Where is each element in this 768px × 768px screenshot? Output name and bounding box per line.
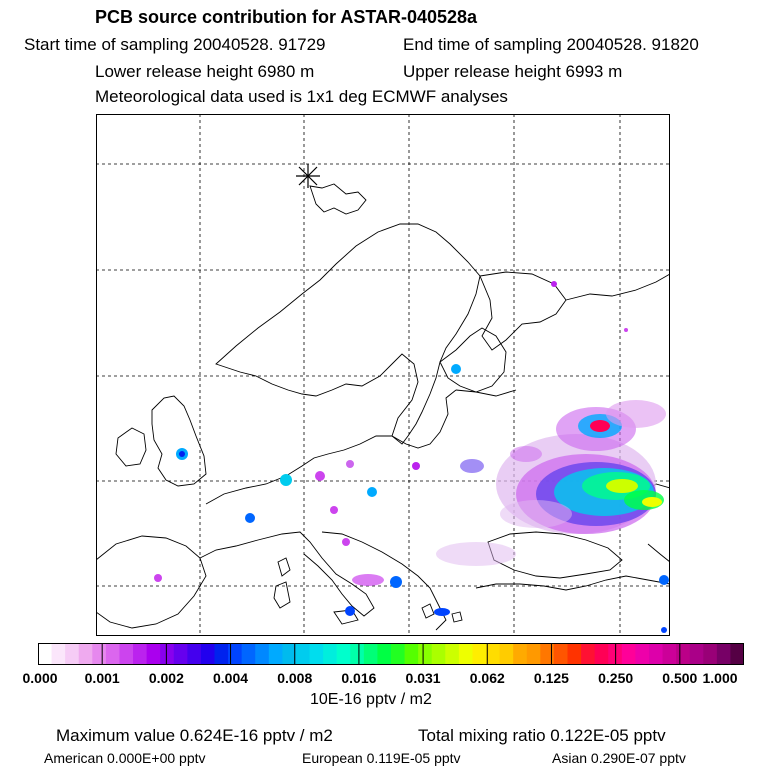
colorbar-segment [703,643,717,665]
colorbar-segment [215,643,229,665]
colorbar-segment [323,643,337,665]
end-time: End time of sampling 20040528. 91820 [403,35,699,54]
colorbar-segment [106,643,120,665]
colorbar-segment [445,643,459,665]
colorbar-label: 0.000 [22,670,58,686]
colorbar-label: 0.004 [213,670,249,686]
colorbar-label: 0.250 [598,670,634,686]
colorbar-segment [595,643,609,665]
colorbar-segment [255,643,269,665]
upper-release-height: Upper release height 6993 m [403,62,623,81]
colorbar-segment [377,643,391,665]
colorbar-label: 0.125 [533,670,569,686]
colorbar-segment [486,643,500,665]
colorbar-segment [310,643,324,665]
asian-contribution: Asian 0.290E-07 pptv [552,750,686,766]
colorbar-segment [432,643,446,665]
colorbar-label: 0.008 [277,670,313,686]
colorbar-segment [119,643,133,665]
colorbar-segment [147,643,161,665]
colorbar-segment [38,643,52,665]
graticule [96,114,670,636]
american-contribution: American 0.000E+00 pptv [44,750,206,766]
colorbar-segment [554,643,568,665]
colorbar-segment [187,643,201,665]
colorbar-segment [269,643,283,665]
european-contribution: European 0.119E-05 pptv [302,750,461,766]
color-scale-bar [38,643,744,665]
plot-title: PCB source contribution for ASTAR-040528a [95,7,478,27]
colorbar-segment [350,643,364,665]
colorbar-segment [133,643,147,665]
colorbar-segment [52,643,66,665]
colorbar-segment [663,643,677,665]
total-mixing-ratio: Total mixing ratio 0.122E-05 pptv [418,726,666,745]
colorbar-segment [581,643,595,665]
colorbar-segment [459,643,473,665]
lower-release-height: Lower release height 6980 m [95,62,315,81]
colorbar-label: 0.031 [405,670,441,686]
colorbar-segment [717,643,731,665]
colorbar-label: 0.001 [84,670,120,686]
colorbar-segment [527,643,541,665]
colorbar-label: 0.062 [469,670,505,686]
colorbar-segment [337,643,351,665]
colorbar-segment [418,643,432,665]
colorbar-segment [79,643,93,665]
colorbar-label: 0.500 [662,670,698,686]
concentration-field [154,281,669,633]
met-data-note: Meteorological data used is 1x1 deg ECMWF analyses [95,87,508,106]
colorbar-units: 10E-16 pptv / m2 [310,691,432,708]
colorbar-segment [296,643,310,665]
colorbar-segment [405,643,419,665]
colorbar-label: 1.000 [702,670,738,686]
colorbar-segment [635,643,649,665]
colorbar-segment [201,643,215,665]
colorbar-segment [500,643,514,665]
colorbar-segment [92,643,106,665]
colorbar-segment [622,643,636,665]
colorbar-label: 0.002 [148,670,184,686]
colorbar-segment [391,643,405,665]
colorbar-segment [540,643,554,665]
colorbar-segment [160,643,174,665]
colorbar-segment [690,643,704,665]
colorbar-label: 0.016 [341,670,377,686]
colorbar-segment [649,643,663,665]
colorbar-segment [568,643,582,665]
start-time: Start time of sampling 20040528. 91729 [24,35,326,54]
colorbar-segment [676,643,690,665]
release-point-marker [296,164,320,188]
colorbar-segment [242,643,256,665]
colorbar-segment [364,643,378,665]
colorbar-segment [65,643,79,665]
colorbar-segment [730,643,744,665]
map-panel [96,114,670,636]
coastlines [96,184,670,630]
maximum-value: Maximum value 0.624E-16 pptv / m2 [56,726,333,745]
colorbar-segment [174,643,188,665]
colorbar-segment [472,643,486,665]
colorbar-segment [513,643,527,665]
